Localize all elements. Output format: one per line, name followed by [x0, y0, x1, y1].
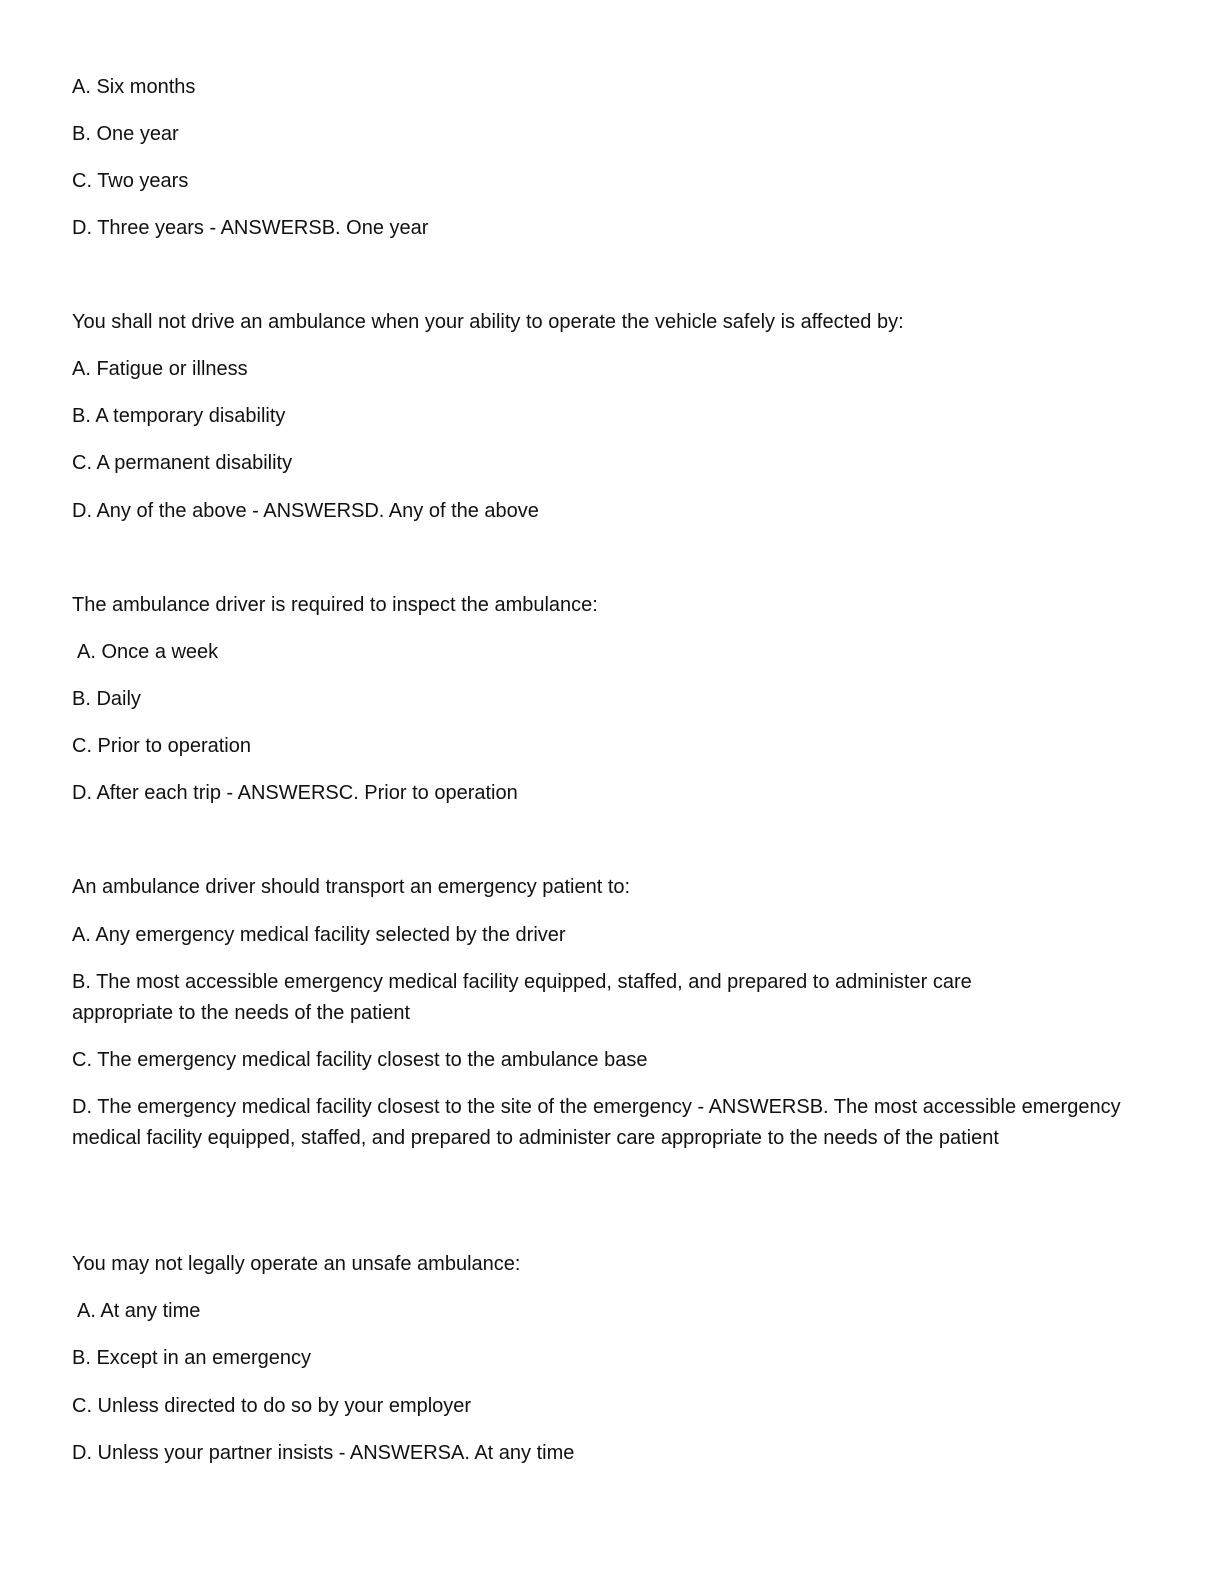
q5-option-d-answer: D. Unless your partner insists - ANSWERSA. At any time [72, 1442, 575, 1464]
q3-option-c: C. Prior to operation [72, 735, 251, 757]
q2-option-b: B. A temporary disability [72, 405, 286, 427]
q5-option-c: C. Unless directed to do so by your employer [72, 1395, 472, 1417]
q4-option-b: B. The most accessible emergency medical facility equipped, staffed, and prepared to administer care appropriate to the needs of the patient [72, 971, 972, 1024]
q1-option-d-answer: D. Three years - ANSWERSB. One year [72, 217, 429, 239]
q3-option-b: B. Daily [72, 688, 141, 710]
q5-prompt: You may not legally operate an unsafe ambulance: [72, 1253, 521, 1275]
q2-option-d-answer: D. Any of the above - ANSWERSD. Any of the above [72, 500, 539, 522]
q3-option-a: A. Once a week [77, 641, 219, 663]
q3-option-d-answer: D. After each trip - ANSWERSC. Prior to operation [72, 782, 518, 804]
q3-prompt: The ambulance driver is required to inspect the ambulance: [72, 594, 598, 616]
q4-option-d-answer: D. The emergency medical facility closest to the site of the emergency - ANSWERSB. The most accessible emergency medical facility equipped, staffed, and prepared to administer care appropriate to the needs of the patient [72, 1096, 1121, 1149]
q4-option-c: C. The emergency medical facility closest to the ambulance base [72, 1049, 648, 1071]
q1-option-b: B. One year [72, 123, 179, 145]
q2-option-a: A. Fatigue or illness [72, 358, 248, 380]
q4-option-a: A. Any emergency medical facility selected by the driver [72, 924, 566, 946]
q1-option-a: A. Six months [72, 76, 196, 98]
q5-option-b: B. Except in an emergency [72, 1347, 312, 1369]
q2-prompt: You shall not drive an ambulance when your ability to operate the vehicle safely is affected by: [72, 311, 904, 333]
q2-option-c: C. A permanent disability [72, 452, 293, 474]
q5-option-a: A. At any time [77, 1300, 201, 1322]
q4-prompt: An ambulance driver should transport an emergency patient to: [72, 876, 631, 898]
q1-option-c: C. Two years [72, 170, 189, 192]
